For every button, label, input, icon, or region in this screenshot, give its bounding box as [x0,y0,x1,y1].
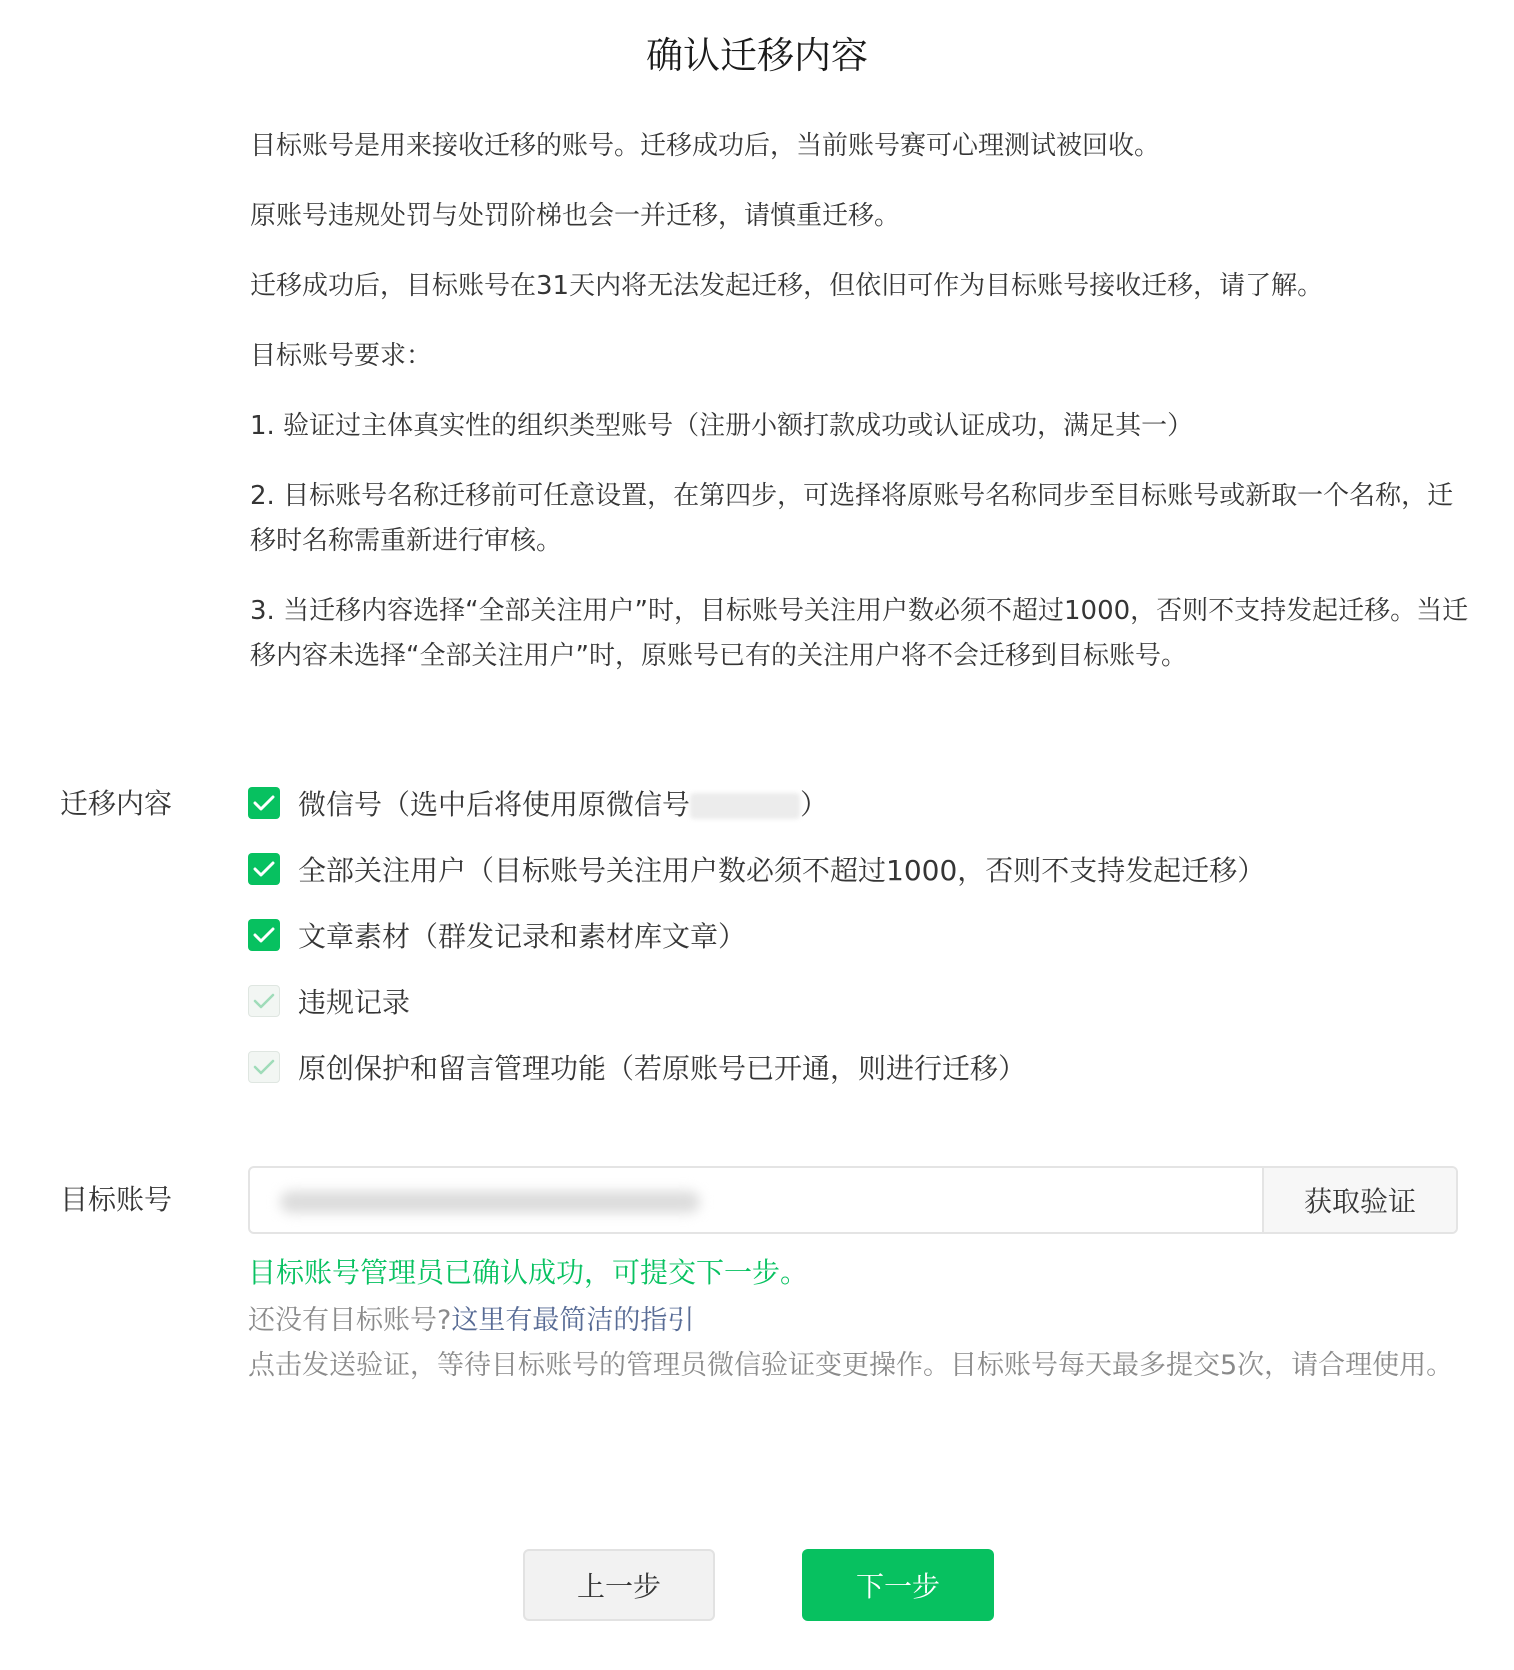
requirement-item: 1. 验证过主体真实性的组织类型账号（注册小额打款成功或认证成功，满足其一） [250,411,1194,441]
option-violation-records [248,967,410,1035]
option-label: 原创保护和留言管理功能（若原账号已开通，则进行迁移） [298,1052,1027,1085]
target-account-label: 目标账号 [60,1183,173,1216]
target-account-field [248,1166,1458,1234]
next-step-button[interactable]: 下一步 [802,1549,994,1621]
notice-line: 原账号违规处罚与处罚阶梯也会一并迁移，请慎重迁移。 [250,201,901,231]
notice-line: 目标账号是用来接收迁移的账号。迁移成功后，当前账号赛可心理测试被回收。 [250,131,1161,161]
masked-wechat-id [690,793,800,819]
requirement-item: 2. 目标账号名称迁移前可任意设置，在第四步，可选择将原账号名称同步至目标账号或新取一个名称，迁移时名称需重新进行审核。 [250,481,1454,556]
page-title: 确认迁移内容 [646,34,868,77]
checkbox-disabled-icon [248,1051,280,1083]
notice-line: 迁移成功后，目标账号在31天内将无法发起迁移，但依旧可作为目标账号接收迁移，请了解。 [250,271,1324,301]
migration-notice [250,124,1472,679]
get-verification-button[interactable]: 获取验证 [1262,1168,1456,1232]
success-message: 目标账号管理员已确认成功，可提交下一步。 [248,1256,809,1289]
migrate-content-label: 迁移内容 [60,787,173,820]
no-account-text: 还没有目标账号? [248,1305,452,1336]
previous-step-button[interactable]: 上一步 [523,1549,715,1621]
option-label: 微信号（选中后将使用原微信号 ） [298,788,829,821]
option-label: 违规记录 [298,986,411,1019]
checkbox-disabled-icon [248,985,280,1017]
checkbox-checked-icon[interactable] [248,853,280,885]
masked-account-value [280,1191,700,1213]
option-original-protection [248,1033,1026,1101]
requirements-title: 目标账号要求： [250,341,433,371]
verification-hint: 点击发送验证，等待目标账号的管理员微信验证变更操作。目标账号每天最多提交5次，请合理使用。 [248,1350,1454,1381]
option-wechat-id[interactable] [248,769,828,837]
option-label: 文章素材（群发记录和素材库文章） [298,920,747,953]
option-all-followers[interactable] [248,835,1265,903]
target-account-input[interactable] [250,1168,1262,1232]
checkbox-checked-icon[interactable] [248,919,280,951]
requirement-item: 3. 当迁移内容选择“全部关注用户”时，目标账号关注用户数必须不超过1000，否则不支持发起迁移。当迁移内容未选择“全部关注用户”时，原账号已有的关注用户将不会迁移到目标账号。 [250,596,1469,671]
target-account-hint [248,1298,1468,1388]
guide-link[interactable]: 这里有最简洁的指引 [451,1305,695,1336]
checkbox-checked-icon[interactable] [248,787,280,819]
option-articles[interactable] [248,901,746,969]
option-label: 全部关注用户（目标账号关注用户数必须不超过1000，否则不支持发起迁移） [298,854,1266,887]
